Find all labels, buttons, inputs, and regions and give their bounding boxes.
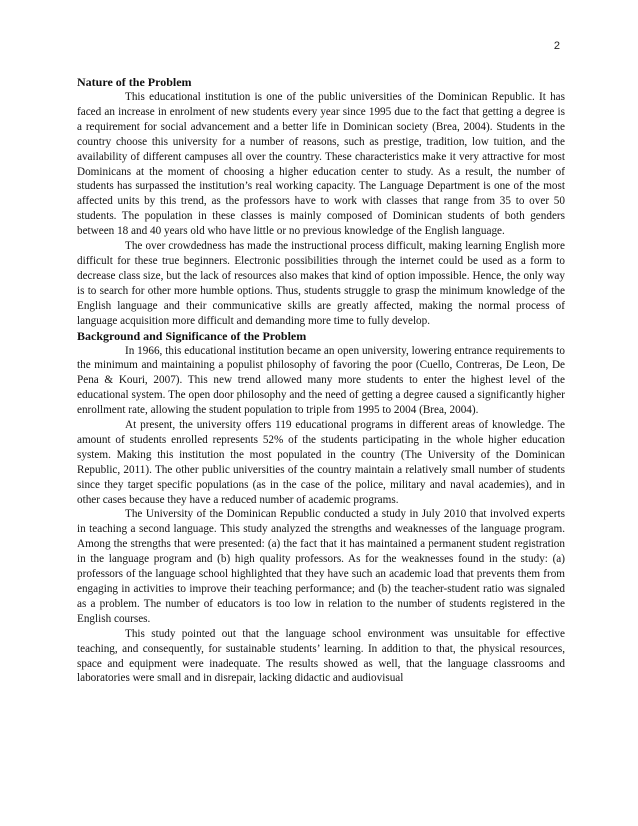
document-body <box>77 75 565 686</box>
paragraph: The University of the Dominican Republic conducted a study in July 2010 that involved experts in teaching a second language. This study analyzed the strengths and weaknesses of the language program. Among the strengths that were presented: (a) the fact that it has maintained a permanent student registration in the language program and (b) high quality professors. As for the weaknesses found in the study: (a) professors of the language school highlighted that they have such an academic load that prevents them from engaging in activities to improve their teaching performance; and (b) the teacher-student ratio was signaled as a problem. The number of educators is too low in relation to the number of students registered in the English courses. <box>77 508 565 625</box>
paragraph: At present, the university offers 119 educational programs in different areas of knowledge. The amount of students enrolled represents 52% of the students participating in the whole higher education system. Making this institution the most populated in the country (The University of the Dominican Republic, 2011). The other public universities of the country maintain a relatively small number of students since they target specific populations (as in the case of the police, military and naval academies), and in other cases because they have a reduced number of academic programs. <box>77 419 565 506</box>
page-number: 2 <box>553 40 560 52</box>
section-heading-background: Background and Significance of the Problem <box>77 328 307 343</box>
paragraph: This study pointed out that the language school environment was unsuitable for effective teaching, and consequently, for sustainable students’ learning. In addition to that, the physical resources, space and equipment were inadequate. The results showed as well, that the language classrooms and laboratories were small and in disrepair, lacking didactic and audiovisual <box>77 627 565 685</box>
paragraph: In 1966, this educational institution became an open university, lowering entrance requirements to the minimum and maintaining a populist philosophy of favoring the poor (Cuello, Contreras, De Leon, De Pena & Kouri, 2007). This new trend allowed many more students to enter the highest level of the educational system. The open door philosophy and the need of getting a degree caused a significantly higher enrollment rate, allowing the student population to triple from 1995 to 2004 (Brea, 2004). <box>77 344 565 417</box>
section-heading-nature: Nature of the Problem <box>77 75 192 89</box>
paragraph: This educational institution is one of the public universities of the Dominican Republic. It has faced an increase in enrolment of new students every year since 1995 due to the fact that getting a degree is a requirement for social advancement and a better life in Dominican society (Brea, 2004). Students in the country choose this university for a number of reasons, such as prestige, tradition, low tuition, and the availability of different campuses all over the country. These characteristics make it very attractive for most Dominicans at the moment of choosing a higher education center to study. As a result, the number of students has surpassed the institution’s real working capacity. The Language Department is one of the most affected units by this trend, as the professors have to work with classes that range from 35 to over 50 students. The population in these classes is mainly composed of Dominican students of both genders between 18 and 40 years old who have little or no previous knowledge of the English language. <box>77 91 565 238</box>
paragraph: The over crowdedness has made the instructional process difficult, making learning English more difficult for these true beginners. Electronic possibilities through the internet could be used as a form to decrease class size, but the lack of resources also makes that kind of option impossible. Hence, the only way is to search for other more humble options. Thus, students struggle to grasp the minimum knowledge of the English language and their communicative skills are greatly affected, making the normal process of language acquisition more difficult and demanding more time to fully develop. <box>77 240 565 327</box>
